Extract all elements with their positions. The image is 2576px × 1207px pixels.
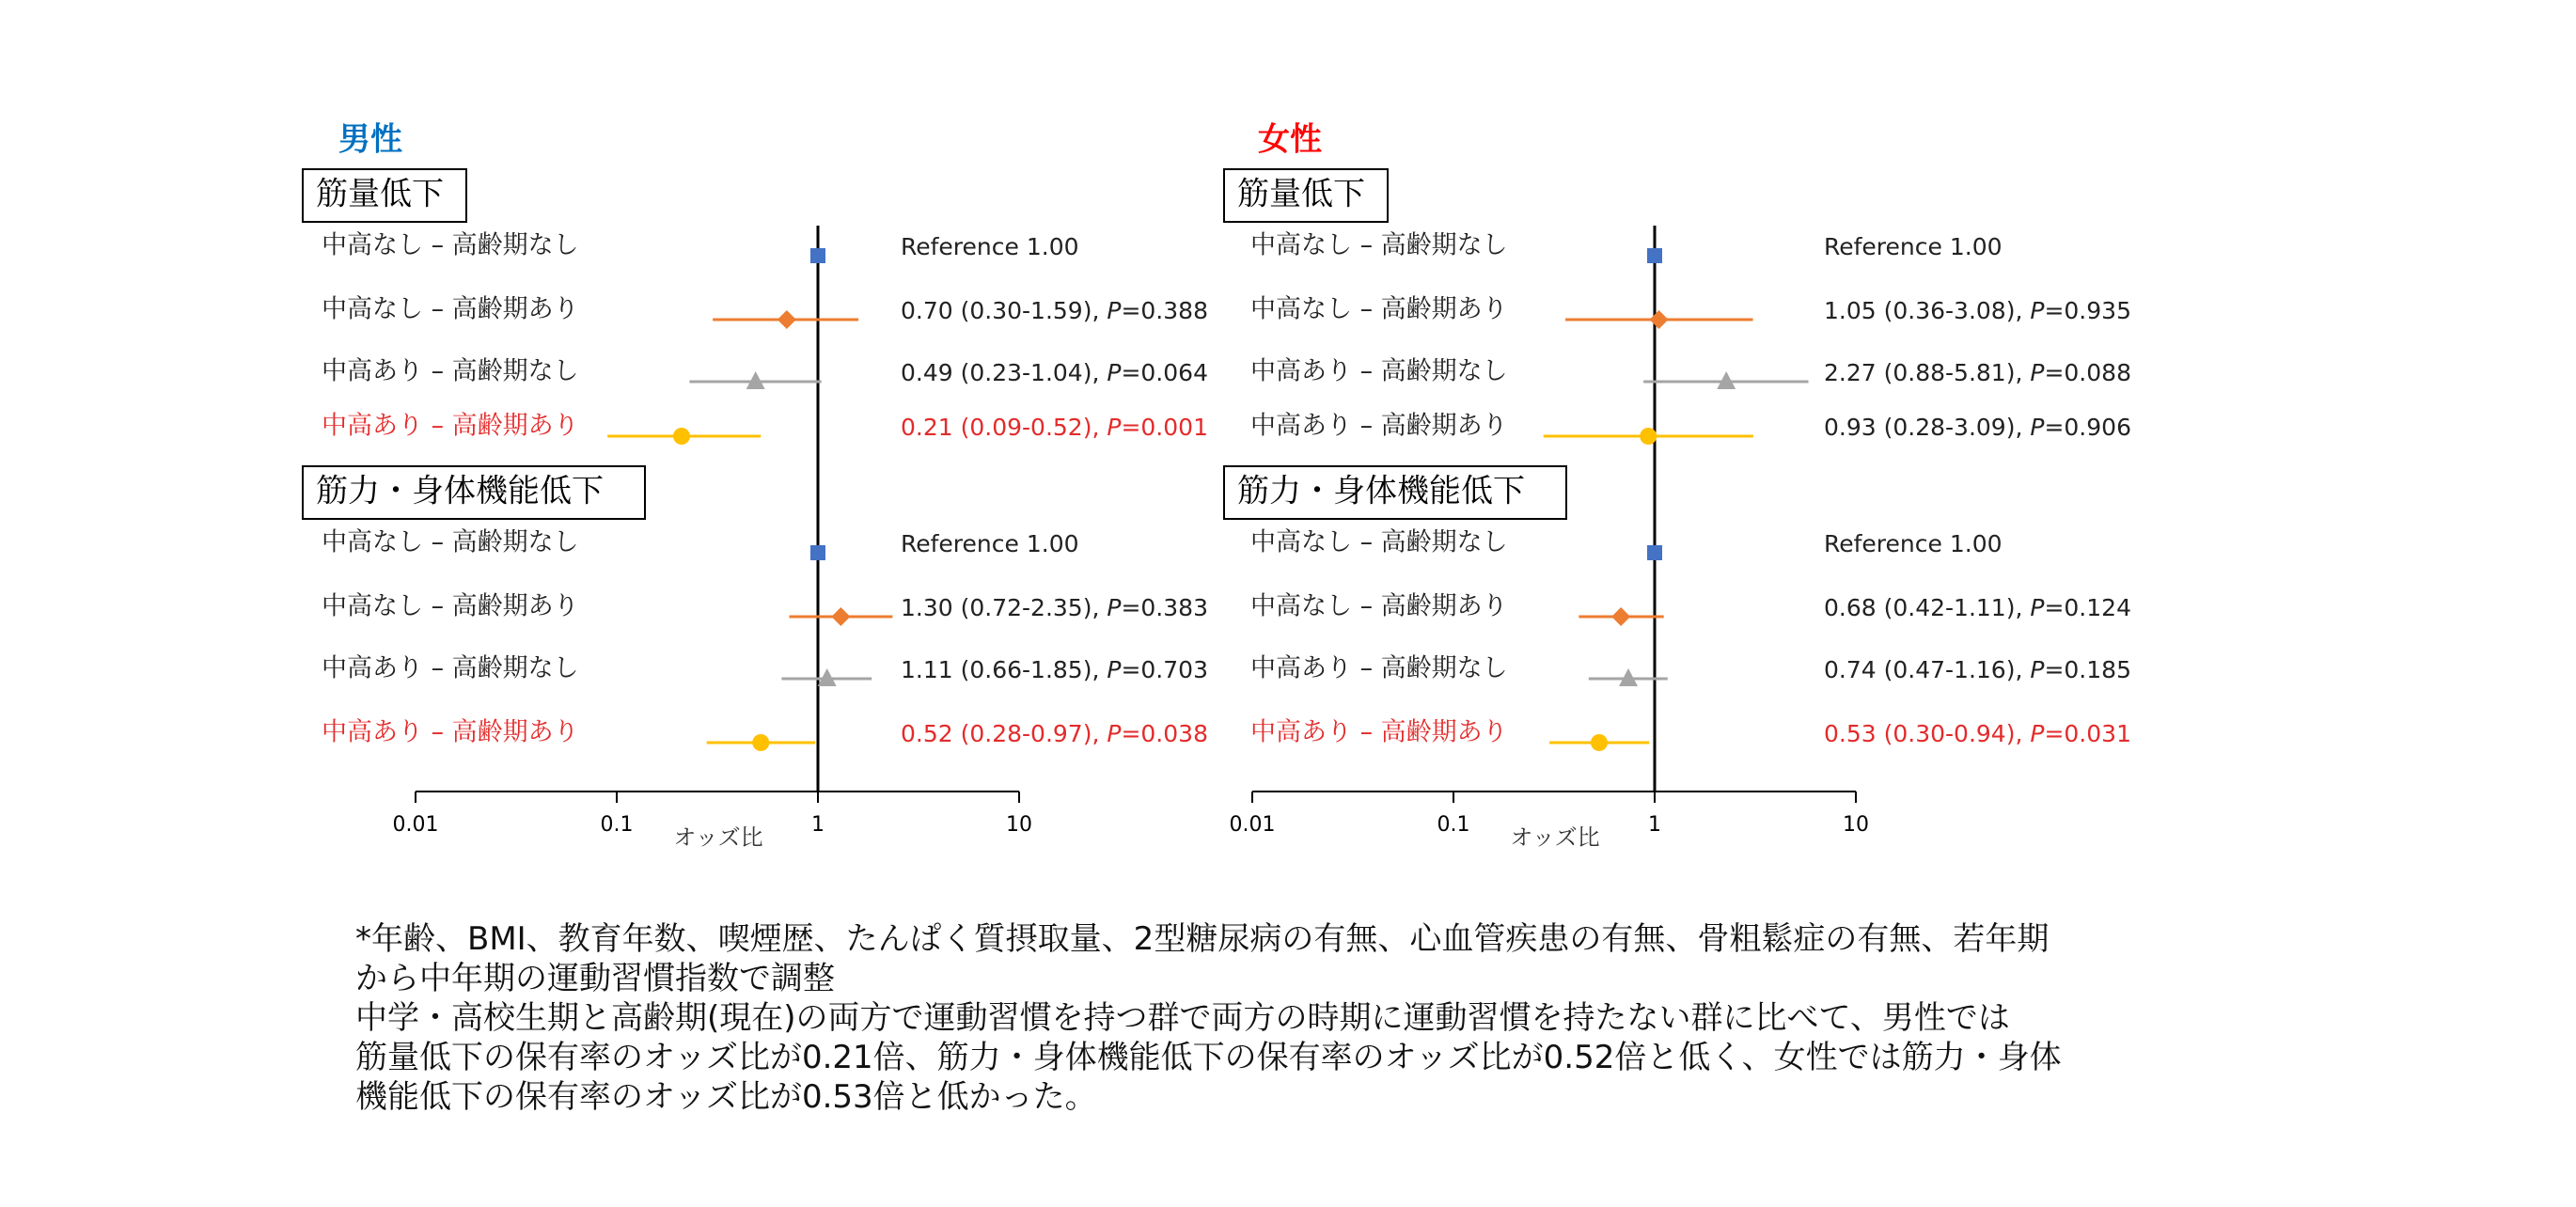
row-result-text: Reference 1.00 (901, 530, 1079, 557)
footnote (355, 919, 2142, 1117)
row-label: 中高あり – 高齢期あり (322, 717, 579, 747)
row-result-text: Reference 1.00 (1824, 233, 2003, 260)
marker-circle (673, 428, 690, 445)
group-header-label: 筋量低下 (1237, 175, 1365, 213)
footnote-line-5: 機能低下の保有率のオッズ比が0.53倍と低かった。 (355, 1078, 1097, 1116)
row-label: 中高なし – 高齢期なし (322, 230, 579, 260)
row-result-text: 0.52 (0.28-0.97), P=0.038 (901, 720, 1208, 747)
row-label: 中高なし – 高齢期あり (1250, 294, 1508, 324)
row-label: 中高あり – 高齢期なし (1250, 356, 1508, 386)
x-tick-label: 1 (811, 813, 825, 837)
row-label: 中高なし – 高齢期あり (322, 591, 579, 621)
row-result-text: 0.68 (0.42-1.11), P=0.124 (1824, 594, 2131, 621)
row-result-text: 0.74 (0.47-1.16), P=0.185 (1824, 656, 2131, 683)
marker-diamond (831, 607, 850, 626)
row-result-text: 0.70 (0.30-1.59), P=0.388 (901, 297, 1208, 324)
marker-square (1647, 545, 1662, 560)
group-header-label: 筋力・身体機能低下 (316, 472, 604, 510)
row-result-text: 1.30 (0.72-2.35), P=0.383 (901, 594, 1208, 621)
marker-square (810, 545, 825, 560)
x-axis-label: オッズ比 (673, 824, 763, 851)
row-result-text: 2.27 (0.88-5.81), P=0.088 (1824, 359, 2131, 386)
row-result-text: 1.11 (0.66-1.85), P=0.703 (901, 656, 1208, 683)
marker-diamond (778, 310, 796, 329)
panel-title: 男性 (338, 120, 402, 159)
x-tick-label: 0.1 (1437, 813, 1470, 837)
footnote-line-3: 中学・高校生期と高齢期(現在)の両方で運動習慣を持つ群で両方の時期に運動習慣を持たない群に比べて、男性では (355, 999, 2010, 1037)
marker-diamond (1650, 310, 1669, 329)
x-tick-label: 0.1 (600, 813, 634, 837)
row-result-text: 1.05 (0.36-3.08), P=0.935 (1824, 297, 2131, 324)
row-label: 中高あり – 高齢期なし (322, 653, 579, 683)
x-tick-label: 10 (1006, 813, 1032, 837)
row-result-text: 0.93 (0.28-3.09), P=0.906 (1824, 414, 2131, 441)
row-label: 中高なし – 高齢期なし (322, 527, 579, 557)
row-label: 中高なし – 高齢期あり (322, 294, 579, 324)
x-tick-label: 1 (1648, 813, 1661, 837)
footnote-line-2: から中年期の運動習慣指数で調整 (355, 960, 835, 997)
row-label: 中高なし – 高齢期あり (1250, 591, 1508, 621)
x-tick-label: 0.01 (1229, 813, 1276, 837)
marker-square (810, 248, 825, 263)
row-label: 中高なし – 高齢期なし (1250, 230, 1508, 260)
panel-title: 女性 (1258, 120, 1322, 159)
row-result-text: Reference 1.00 (1824, 530, 2003, 557)
row-result-text: 0.49 (0.23-1.04), P=0.064 (901, 359, 1208, 386)
x-tick-label: 0.01 (392, 813, 439, 837)
marker-circle (1591, 734, 1608, 751)
row-label: 中高あり – 高齢期あり (1250, 411, 1508, 441)
marker-square (1647, 248, 1662, 263)
row-label: 中高あり – 高齢期なし (322, 356, 579, 386)
row-result-text: 0.53 (0.30-0.94), P=0.031 (1824, 720, 2131, 747)
row-label: 中高あり – 高齢期あり (1250, 717, 1508, 747)
marker-diamond (1611, 607, 1630, 626)
x-tick-label: 10 (1843, 813, 1869, 837)
row-result-text: Reference 1.00 (901, 233, 1079, 260)
marker-circle (1640, 428, 1657, 445)
marker-circle (752, 734, 769, 751)
group-header-label: 筋力・身体機能低下 (1237, 472, 1525, 510)
footnote-line-4: 筋量低下の保有率のオッズ比が0.21倍、筋力・身体機能低下の保有率のオッズ比が0.52倍と低く、女性では筋力・身体 (355, 1039, 2062, 1076)
x-axis-label: オッズ比 (1510, 824, 1600, 851)
group-header-label: 筋量低下 (316, 175, 444, 213)
row-label: 中高あり – 高齢期あり (322, 411, 579, 441)
row-label: 中高なし – 高齢期なし (1250, 527, 1508, 557)
footnote-line-1: *年齢、BMI、教育年数、喫煙歴、たんぱく質摂取量、2型糖尿病の有無、心血管疾患の有無、骨粗鬆症の有無、若年期 (355, 920, 2050, 958)
row-label: 中高あり – 高齢期なし (1250, 653, 1508, 683)
row-result-text: 0.21 (0.09-0.52), P=0.001 (901, 414, 1208, 441)
